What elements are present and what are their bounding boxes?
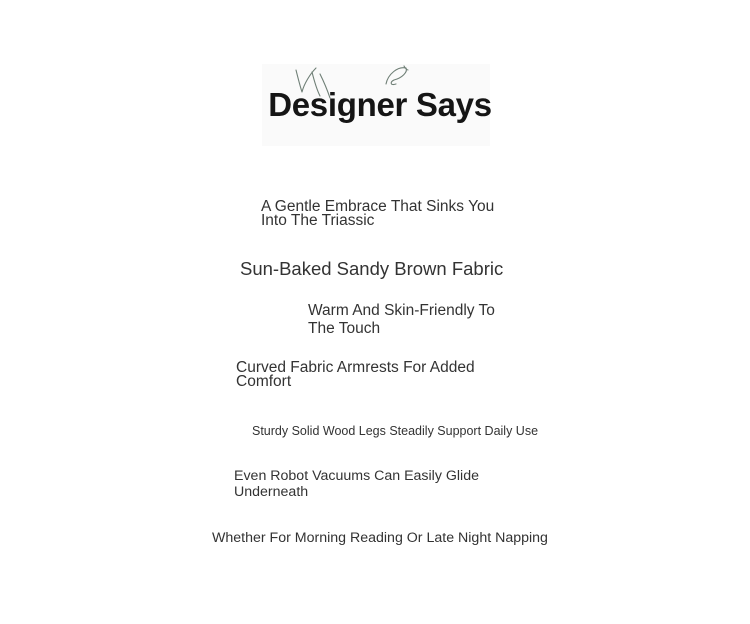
feature-item: Sturdy Solid Wood Legs Steadily Support Daily Use	[252, 424, 539, 438]
feature-item: Even Robot Vacuums Can Easily Glide Underneath	[234, 468, 479, 500]
feature-item: Sun-Baked Sandy Brown Fabric	[240, 258, 504, 279]
page-title: Designer Says	[268, 86, 492, 123]
feature-item: Warm And Skin-Friendly To The Touch	[308, 302, 495, 337]
feature-item: Curved Fabric Armrests For Added Comfort	[236, 359, 475, 390]
feature-item: A Gentle Embrace That Sinks You Into The Triassic	[261, 198, 495, 229]
feature-item: Whether For Morning Reading Or Late Night Napping	[212, 530, 548, 546]
